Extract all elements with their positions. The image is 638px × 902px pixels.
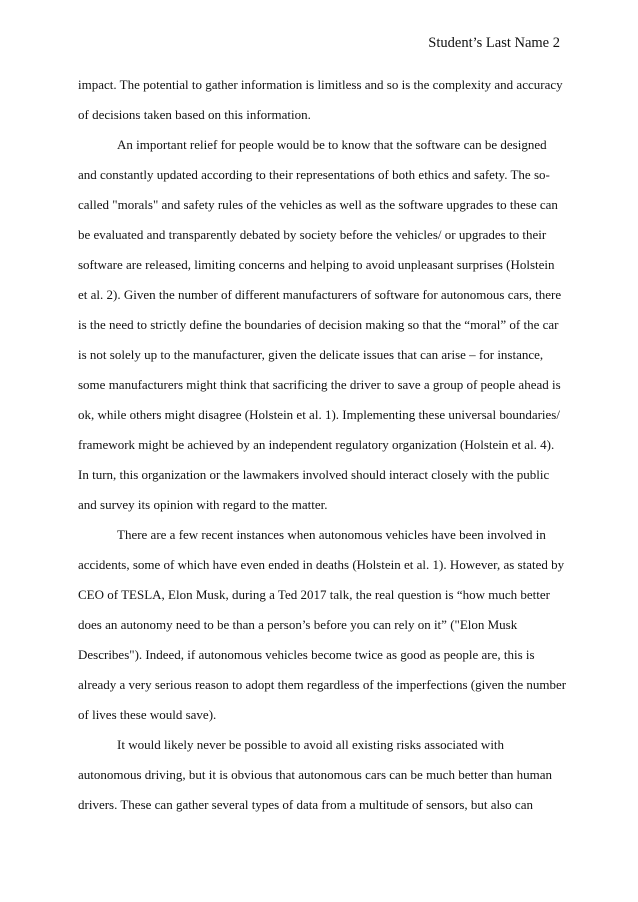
text-line: called "morals" and safety rules of the vehicles as well as the software upgrades to these can xyxy=(78,197,558,212)
text-line: framework might be achieved by an independent regulatory organization (Holstein et al. 4). xyxy=(78,437,555,452)
text-line: There are a few recent instances when autonomous vehicles have been involved in xyxy=(117,527,546,542)
body-text xyxy=(78,70,567,820)
text-line: An important relief for people would be to know that the software can be designed xyxy=(117,137,547,152)
text-line: impact. The potential to gather information is limitless and so is the complexity and accuracy xyxy=(78,77,563,92)
paragraph xyxy=(78,730,562,820)
text-line: autonomous driving, but it is obvious that autonomous cars can be much better than human xyxy=(78,767,553,782)
text-line: of lives these would save). xyxy=(78,707,217,722)
text-line: accidents, some of which have even ended in deaths (Holstein et al. 1). However, as stated by xyxy=(78,557,565,572)
text-line: is the need to strictly define the boundaries of decision making so that the “moral” of the car xyxy=(78,317,559,332)
text-line: is not solely up to the manufacturer, given the delicate issues that can arise – for instance, xyxy=(78,347,544,362)
paragraph xyxy=(78,130,562,520)
text-line: some manufacturers might think that sacrificing the driver to save a group of people ahead is xyxy=(78,377,561,392)
paragraph xyxy=(78,70,562,130)
text-line: ok, while others might disagree (Holstein et al. 1). Implementing these universal boundaries/ xyxy=(78,407,560,422)
text-line: already a very serious reason to adopt them regardless of the imperfections (given the number xyxy=(78,677,567,692)
text-line: does an autonomy need to be than a person’s before you can rely on it” ("Elon Musk xyxy=(78,617,518,632)
text-line: and survey its opinion with regard to the matter. xyxy=(78,497,328,512)
text-line: of decisions taken based on this information. xyxy=(78,107,311,122)
text-line: It would likely never be possible to avoid all existing risks associated with xyxy=(117,737,505,752)
text-line: software are released, limiting concerns and helping to avoid unpleasant surprises (Holstein xyxy=(78,257,555,272)
paragraph xyxy=(78,520,567,730)
text-line: Describes"). Indeed, if autonomous vehicles become twice as good as people are, this is xyxy=(78,647,535,662)
text-line: be evaluated and transparently debated by society before the vehicles/ or upgrades to their xyxy=(78,227,547,242)
text-line: In turn, this organization or the lawmakers involved should interact closely with the public xyxy=(78,467,550,482)
running-head: Student’s Last Name 2 xyxy=(428,35,560,51)
text-line: drivers. These can gather several types of data from a multitude of sensors, but also can xyxy=(78,797,533,812)
text-line: CEO of TESLA, Elon Musk, during a Ted 2017 talk, the real question is “how much better xyxy=(78,587,550,602)
text-line: et al. 2). Given the number of different manufacturers of software for autonomous cars, there xyxy=(78,287,562,302)
text-line: and constantly updated according to their representations of both ethics and safety. The so- xyxy=(78,167,550,182)
